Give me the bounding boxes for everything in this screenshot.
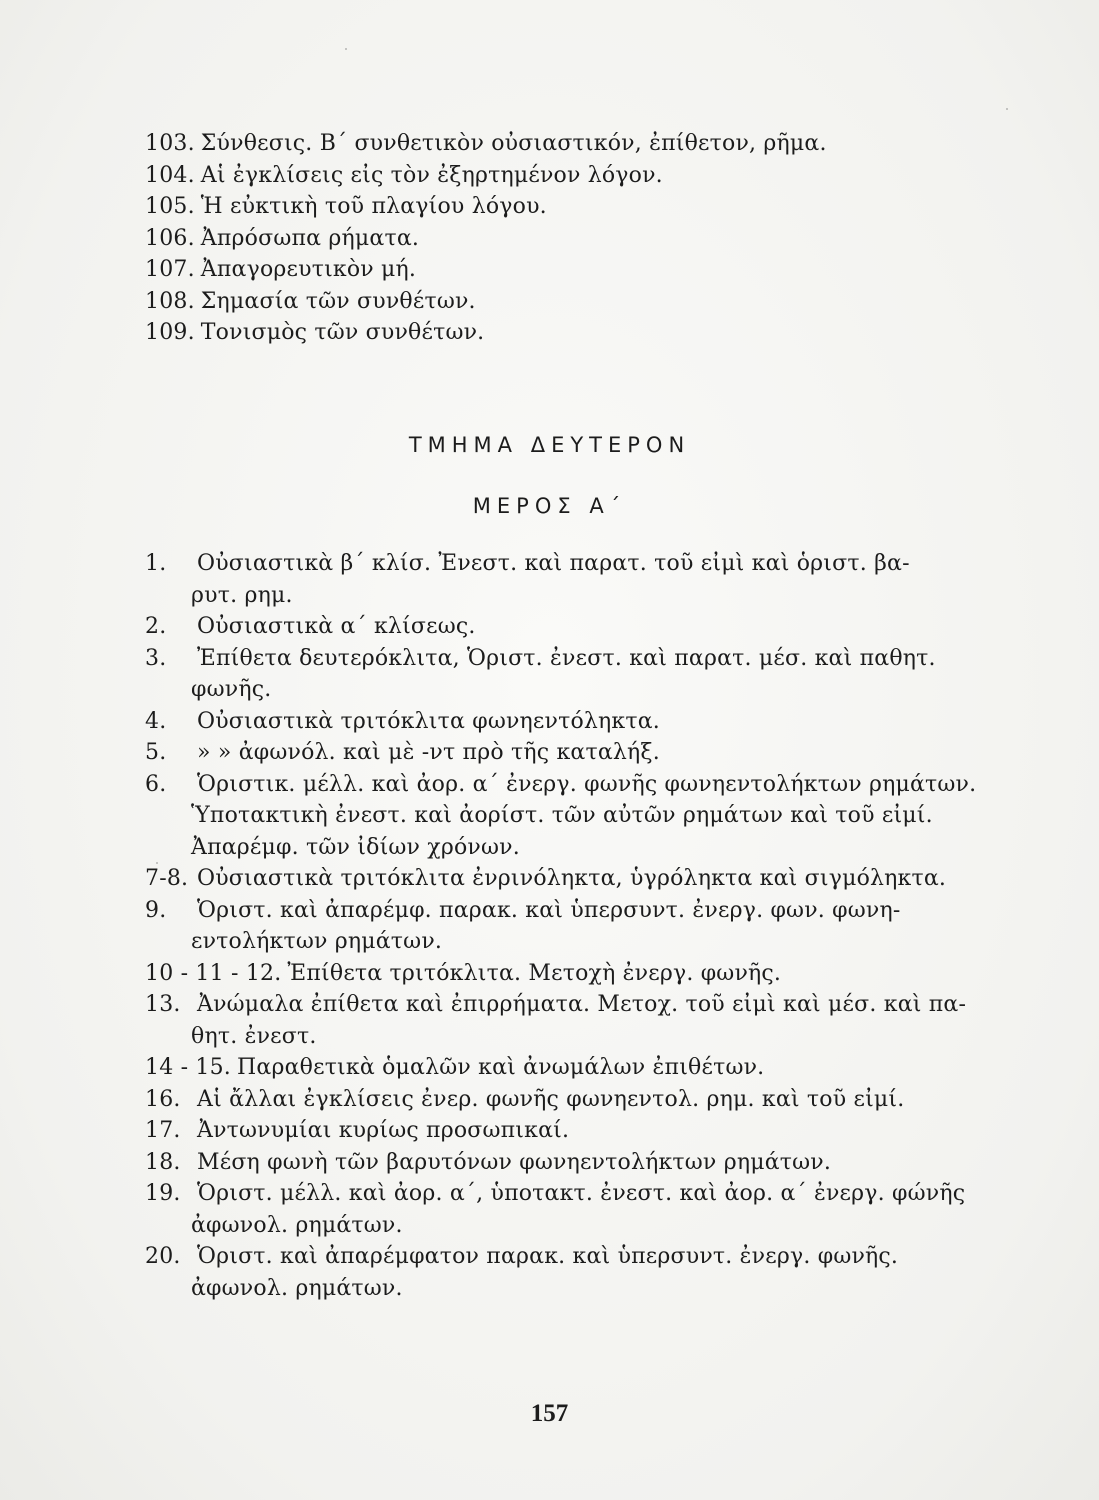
toc-entry xyxy=(145,769,1025,801)
scan-speck xyxy=(1006,108,1008,110)
toc-entry xyxy=(145,191,1005,223)
toc-entry xyxy=(145,863,1025,895)
toc-entry xyxy=(145,160,1005,192)
toc-entry xyxy=(145,1178,1025,1210)
toc-entry xyxy=(145,286,1005,318)
toc-entry-number: 10 - 11 - 12. xyxy=(145,960,282,986)
toc-entry-number: 104. xyxy=(145,162,195,188)
toc-entry xyxy=(145,548,1025,580)
toc-entry-text: Παραθετικὰ ὁμαλῶν καὶ ἀνωμάλων ἐπιθέτων. xyxy=(237,1055,765,1080)
toc-entry-text: Ἀπαγορευτικὸν μή. xyxy=(200,257,417,282)
toc-entry-number: 108. xyxy=(145,288,195,314)
toc-entry xyxy=(145,643,1025,675)
toc-entry-number: 1. xyxy=(145,551,167,576)
toc-entry-text: Οὐσιαστικὰ α΄ κλίσεως. xyxy=(197,614,476,639)
toc-entry xyxy=(145,1241,1025,1273)
toc-entry-text: Τονισμὸς τῶν συνθέτων. xyxy=(200,320,485,345)
toc-entry-text: Αἱ ἄλλαι ἐγκλίσεις ἐνερ. φωνῆς φωνηεντολ. ρημ. καὶ τοῦ εἰμί. xyxy=(197,1086,905,1112)
toc-entry-text: Σημασία τῶν συνθέτων. xyxy=(200,288,476,314)
toc-entry xyxy=(145,223,1005,255)
toc-entry-number: 17. xyxy=(145,1118,181,1143)
toc-upper-list xyxy=(145,128,1005,349)
toc-entry-text: Ὁριστ. μέλλ. καὶ ἀορ. α΄, ὑποτακτ. ἐνεστ. καὶ ἀορ. α΄ ἐνεργ. φώνῆς xyxy=(197,1181,966,1206)
toc-entry xyxy=(145,895,1025,927)
toc-entry-text: Ἐπίθετα τριτόκλιτα. Μετοχὴ ἐνεργ. φωνῆς. xyxy=(287,960,782,986)
toc-entry-number: 19. xyxy=(145,1181,181,1206)
toc-entry-number: 5. xyxy=(145,740,167,765)
toc-entry-text: Ὁριστ. καὶ ἀπαρέμφατον παρακ. καὶ ὑπερσυντ. ἐνεργ. φωνῆς. xyxy=(197,1244,899,1269)
toc-entry-number: 107. xyxy=(145,257,195,282)
toc-entry-continuation: θητ. ἐνεστ. xyxy=(191,1023,317,1049)
scan-speck xyxy=(345,48,347,50)
toc-entry-text: Ἀπρόσωπα ρήματα. xyxy=(200,225,420,251)
toc-subentry: Ὑποτακτικὴ ἐνεστ. καὶ ἀορίστ. τῶν αὐτῶν ρημάτων καὶ τοῦ εἰμί. xyxy=(191,803,933,828)
page-number: 157 xyxy=(530,1400,569,1427)
toc-entry xyxy=(145,611,1025,643)
toc-entry-number: 20. xyxy=(145,1244,181,1269)
toc-entry-text: Ἡ εὐκτικὴ τοῦ πλαγίου λόγου. xyxy=(200,194,547,219)
toc-entry-number: 3. xyxy=(145,645,167,671)
part-title: ΜΕΡΟΣ Α΄ xyxy=(472,494,627,518)
scan-speck xyxy=(156,862,158,864)
toc-entry-continuation: φωνῆς. xyxy=(191,677,272,702)
toc-entry-number: 13. xyxy=(145,992,181,1017)
toc-entry-text: Οὐσιαστικὰ τριτόκλιτα φωνηεντόληκτα. xyxy=(197,708,660,734)
toc-entry xyxy=(145,1052,1025,1084)
toc-entry-number: 7-8. xyxy=(145,866,189,891)
toc-entry-continuation: ἀφωνολ. ρημάτων. xyxy=(191,1275,403,1301)
toc-entry-number: 18. xyxy=(145,1149,181,1175)
toc-entry xyxy=(145,254,1005,286)
toc-entry-text: Ἀνώμαλα ἐπίθετα καὶ ἐπιρρήματα. Μετοχ. τοῦ εἰμὶ καὶ μέσ. καὶ πα- xyxy=(197,992,967,1017)
toc-entry-text: Μέση φωνὴ τῶν βαρυτόνων φωνηεντολήκτων ρημάτων. xyxy=(197,1149,832,1175)
toc-entry-continuation: ἀφωνολ. ρημάτων. xyxy=(191,1212,403,1238)
toc-entry xyxy=(145,1147,1025,1179)
toc-entry-continuation: εντολήκτων ρημάτων. xyxy=(191,929,443,954)
toc-entry-number: 9. xyxy=(145,897,167,923)
toc-entry-text: » » ἀφωνόλ. καὶ μὲ -ντ πρὸ τῆς καταλήξ. xyxy=(197,740,660,765)
toc-entry xyxy=(145,317,1005,349)
toc-entry xyxy=(145,706,1025,738)
toc-entry-number: 6. xyxy=(145,771,167,797)
toc-entry-number: 4. xyxy=(145,708,167,734)
toc-entry xyxy=(145,958,1025,990)
toc-entry-continuation: ρυτ. ρημ. xyxy=(191,582,293,608)
toc-entry-number: 2. xyxy=(145,614,167,639)
section-title: ΤΜΗΜΑ ΔΕΥΤΕΡΟΝ xyxy=(408,433,691,457)
toc-entry-number: 103. xyxy=(145,131,195,156)
toc-entry-text: Ὁριστικ. μέλλ. καὶ ἀορ. α΄ ἐνεργ. φωνῆς φωνηεντολήκτων ρημάτων. xyxy=(197,771,977,797)
toc-entry-text: Οὐσιαστικὰ β΄ κλίσ. Ἐνεστ. καὶ παρατ. τοῦ εἰμὶ καὶ ὁριστ. βα- xyxy=(197,551,910,576)
toc-entry-number: 105. xyxy=(145,194,195,219)
toc-entry-number: 16. xyxy=(145,1086,181,1112)
toc-entry-text: Ἀντωνυμίαι κυρίως προσωπικαί. xyxy=(197,1118,570,1143)
toc-entry xyxy=(145,1115,1025,1147)
toc-entry-text: Ἐπίθετα δευτερόκλιτα, Ὁριστ. ἐνεστ. καὶ παρατ. μέσ. καὶ παθητ. xyxy=(197,645,936,671)
toc-entry xyxy=(145,737,1025,769)
toc-entry xyxy=(145,128,1005,160)
toc-entry-text: Οὐσιαστικὰ τριτόκλιτα ἐνρινόληκτα, ὑγρόληκτα καὶ σιγμόληκτα. xyxy=(197,866,947,891)
toc-entry xyxy=(145,989,1025,1021)
toc-entry-text: Σύνθεσις. Β΄ συνθετικὸν οὐσιαστικόν, ἐπίθετον, ρῆμα. xyxy=(200,131,827,156)
toc-entry xyxy=(145,1084,1025,1116)
toc-entry-text: Ὁριστ. καὶ ἀπαρέμφ. παρακ. καὶ ὑπερσυντ. ἐνεργ. φων. φωνη- xyxy=(197,897,901,923)
toc-subentry: Ἀπαρέμφ. τῶν ἰδίων χρόνων. xyxy=(191,834,520,860)
toc-entry-text: Αἱ ἐγκλίσεις εἰς τὸν ἐξηρτημένον λόγον. xyxy=(200,162,663,188)
toc-part-a-list xyxy=(145,548,1025,1304)
toc-entry-number: 109. xyxy=(145,320,195,345)
toc-entry-number: 106. xyxy=(145,225,195,251)
toc-entry-number: 14 - 15. xyxy=(145,1055,232,1080)
